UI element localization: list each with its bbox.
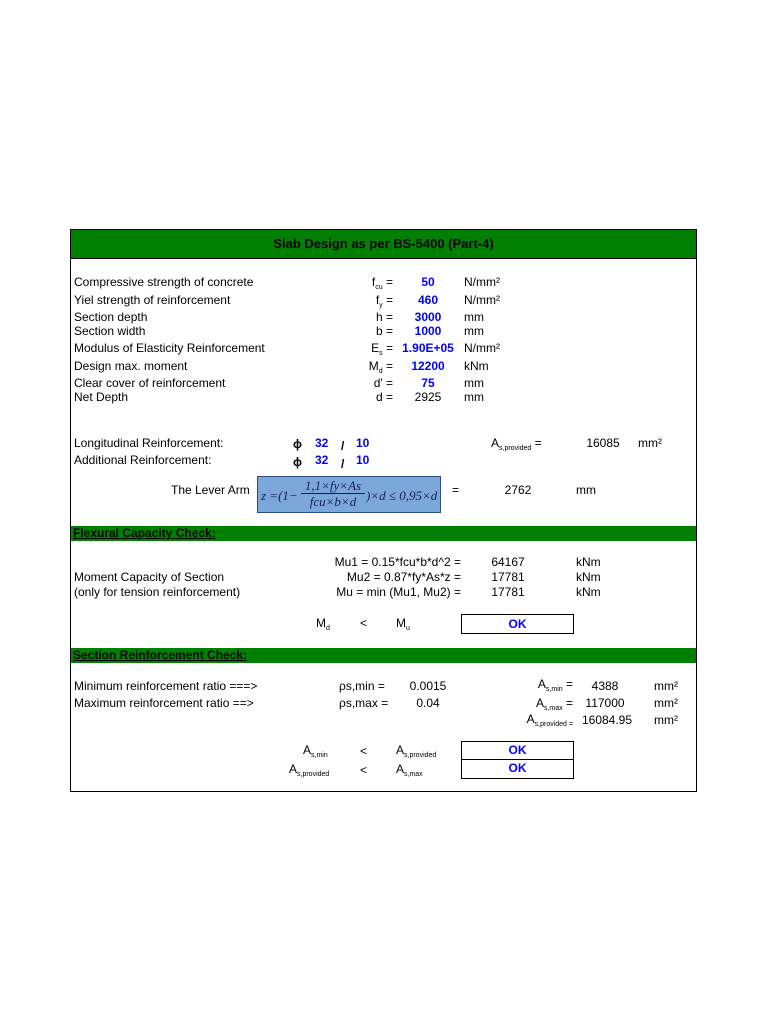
rho-max-label: ρs,max = [339, 696, 389, 710]
mu-expression: Mu = min (Mu1, Mu2) = [336, 585, 461, 599]
additional-spacing[interactable]: 10 [356, 453, 370, 467]
input-value-fy[interactable]: 460 [417, 293, 439, 307]
phi-icon: ϕ [293, 455, 302, 469]
as-provided-symbol: $A_{s,provided}$ = [491, 436, 542, 452]
as-min-check-rhs: $A_{s,provided}$ [396, 743, 437, 759]
longitudinal-spacing[interactable]: 10 [356, 436, 370, 450]
mu2-unit: kNm [576, 570, 601, 584]
lever-arm-unit: mm [576, 483, 596, 497]
min-ratio-label: Minimum reinforcement ratio ===> [74, 679, 258, 693]
less-than: < [360, 763, 368, 777]
as-max-unit: mm² [654, 696, 678, 710]
formula-right: )×d ≤ 0,95×d [366, 488, 438, 503]
mu-unit: kNm [576, 585, 601, 599]
longitudinal-label: Longitudinal Reinforcement: [74, 436, 224, 450]
input-symbol-h: h = [375, 310, 393, 324]
formula-left: z =(1− [261, 488, 298, 503]
lever-arm-label: The Lever Arm [171, 483, 250, 497]
less-than: < [360, 744, 368, 758]
input-symbol-fcu: $f_{cu}$ = [371, 275, 393, 291]
min-reinforcement-check-result: OK [461, 741, 574, 760]
input-value-d: 2925 [414, 390, 442, 404]
md-symbol: $M_d$ [316, 616, 330, 632]
lever-arm-formula [257, 476, 441, 513]
formula-numerator: 1,1×fy×As [301, 478, 365, 494]
section-header [71, 648, 696, 663]
tension-note-label: (only for tension reinforcement) [74, 585, 241, 599]
input-unit-cover: mm [464, 376, 484, 390]
as-min-check-lhs: $A_{s,min}$ [303, 743, 328, 759]
input-label-fy: Yiel strength of reinforcement [74, 293, 231, 307]
as-provided2-symbol: $A_{s,provided =}$ [526, 712, 573, 728]
additional-label: Additional Reinforcement: [74, 453, 212, 467]
input-label-es: Modulus of Elasticity Reinforcement [74, 341, 265, 355]
formula-fraction [301, 478, 365, 510]
slash-separator: / [341, 439, 345, 453]
as-min-unit: mm² [654, 679, 678, 693]
less-than: < [360, 616, 368, 630]
lever-arm-value: 2762 [504, 483, 532, 497]
moment-check-result: OK [461, 614, 574, 634]
input-unit-b: mm [464, 324, 484, 338]
input-label-h: Section depth [74, 310, 148, 324]
input-symbol-cover: d' = [373, 376, 393, 390]
input-value-h[interactable]: 3000 [414, 310, 442, 324]
max-reinforcement-check-result: OK [461, 760, 574, 779]
mu-symbol: $M_u$ [396, 616, 410, 632]
design-sheet [70, 229, 697, 792]
input-label-md: Design max. moment [74, 359, 188, 373]
input-value-b[interactable]: 1000 [414, 324, 442, 338]
as-max-check-lhs: $A_{s,provided}$ [289, 762, 330, 778]
mu1-value: 64167 [491, 555, 525, 569]
input-label-d: Net Depth [74, 390, 129, 404]
input-unit-fcu: N/mm² [464, 275, 500, 289]
slash-separator: / [341, 457, 345, 471]
input-symbol-es: $E_s$ = [371, 341, 393, 357]
input-unit-d: mm [464, 390, 484, 404]
mu2-expression: Mu2 = 0.87*fy*As*z = [346, 570, 461, 584]
flexural-header-text: Flexural Capacity Check: [73, 526, 216, 540]
input-symbol-md: $M_d$ = [368, 359, 393, 375]
longitudinal-dia[interactable]: 32 [315, 436, 329, 450]
input-value-es[interactable]: 1.90E+05 [402, 341, 454, 355]
as-max-check-rhs: $A_{s,max}$ [396, 762, 423, 778]
as-provided-value: 16085 [586, 436, 620, 450]
as-min-value: 4388 [591, 679, 619, 693]
flexural-header [71, 526, 696, 541]
input-value-cover[interactable]: 75 [421, 376, 435, 390]
lever-arm-equals: = [452, 483, 460, 497]
input-symbol-b: b = [375, 324, 393, 338]
input-value-fcu[interactable]: 50 [421, 275, 435, 289]
as-provided2-unit: mm² [654, 713, 678, 727]
mu1-unit: kNm [576, 555, 601, 569]
as-provided2-value: 16084.95 [581, 713, 633, 727]
additional-dia[interactable]: 32 [315, 453, 329, 467]
input-unit-es: N/mm² [464, 341, 500, 355]
input-symbol-fy: $f_y$ = [375, 293, 393, 309]
section-header-text: Section Reinforcement Check: [73, 648, 248, 662]
input-unit-md: kNm [464, 359, 489, 373]
moment-capacity-label: Moment Capacity of Section [74, 570, 225, 584]
max-ratio-label: Maximum reinforcement ratio ==> [74, 696, 254, 710]
input-label-b: Section width [74, 324, 146, 338]
as-min-symbol: $A_{s,min}$ = [537, 677, 573, 693]
mu-value: 17781 [491, 585, 525, 599]
rho-min-value: 0.0015 [409, 679, 447, 693]
phi-icon: ϕ [293, 437, 302, 451]
input-label-cover: Clear cover of reinforcement [74, 376, 226, 390]
input-label-fcu: Compressive strength of concrete [74, 275, 254, 289]
rho-min-label: ρs,min = [339, 679, 385, 693]
as-provided-unit: mm² [638, 436, 662, 450]
as-max-symbol: $A_{s,max}$ = [535, 696, 573, 712]
mu1-expression: Mu1 = 0.15*fcu*b*d^2 = [334, 555, 461, 569]
formula-denominator: fcu×b×d [309, 494, 357, 509]
input-unit-fy: N/mm² [464, 293, 500, 307]
input-value-md[interactable]: 12200 [411, 359, 445, 373]
mu2-value: 17781 [491, 570, 525, 584]
as-max-value: 117000 [585, 696, 625, 710]
sheet-title: Slab Design as per BS-5400 (Part-4) [71, 230, 696, 259]
input-symbol-d: d = [375, 390, 393, 404]
input-unit-h: mm [464, 310, 484, 324]
rho-max-value: 0.04 [416, 696, 440, 710]
